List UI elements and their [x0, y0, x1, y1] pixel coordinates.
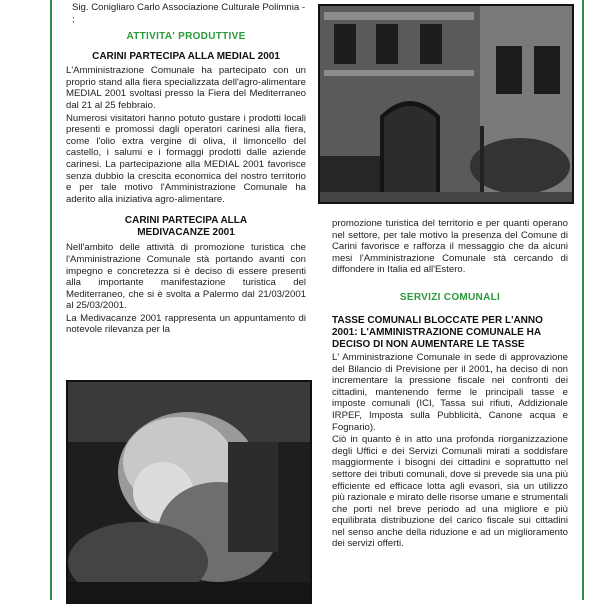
portrait-photo: [66, 380, 312, 604]
article-tasse-paragraph-1: L' Amministrazione Comunale in sede di approvazione del Bilancio di Previsione per il 2001, ha deciso di non incrementare la pressione fiscale nei confronti dei cittadini, mantenendo ferme le principali tasse e imposte comunali (ICI, Tassa sui rifiuti, Addizionale IRPEF, Imposta sulla Pubblicità, Canone acqua e Fognario).: [332, 351, 568, 433]
section-heading-attivita-produttive: ATTIVITA' PRODUTTIVE: [126, 31, 246, 43]
section-heading-servizi-comunali: SERVIZI COMUNALI: [399, 291, 501, 303]
article-title-medial: CARINI PARTECIPA ALLA MEDIAL 2001: [92, 51, 280, 63]
article-medial-paragraph-2: Numerosi visitatori hanno potuto gustare i prodotti locali presenti e promossi dagli operatori carinesi alla fiera, come l'olio extra vergine di oliva, il limoncello del castello, i salumi e i formaggi prodotti dalle aziende carinesi. La partecipazione alla MEDIAL 2001 favorisce senza dubbio la crescita economica del nostro territorio e per tale motivo l'Amministrazione Comunale ha aderito alla iniziativa agro-alimentare.: [66, 112, 306, 205]
article-medivacanze-paragraph-2: La Medivacanze 2001 rappresenta un appuntamento di notevole rilevanza per la: [66, 312, 306, 336]
intro-text: Sig. Conigliaro Carlo Associazione Culturale Polimnia - ;: [72, 2, 306, 25]
continuation-text: promozione turistica del territorio e per quanti operano nel settore, per tale motivo la presenza del Comune di Carini favorisce e rafforza il messaggio che da alcuni mesi l'Amministrazione Comunale stà cercando di diffondere in Italia ed all'Estero.: [332, 218, 568, 276]
left-margin-rule: [50, 0, 52, 600]
article-medivacanze-paragraph-1: Nell'ambito delle attività di promozione turistica che l'Amministrazione Comunale stà portando avanti con impegno e concretezza si è deciso di essere presenti alla importante manifestazione turistica del Mediterraneo, che si è svolta a Palermo dal 21/03/2001 al 25/03/2001.: [66, 242, 306, 312]
right-margin-rule: [582, 0, 584, 600]
article-title-medivacanze-line2: MEDIVACANZE 2001: [137, 227, 235, 239]
article-title-tasse-comunali: TASSE COMUNALI BLOCCATE PER L'ANNO 2001: L'AMMINISTRAZIONE COMUNALE HA DECISO DI NON AUMENTARE LE TASSE: [332, 314, 543, 350]
building-photo: [318, 4, 574, 204]
article-tasse-paragraph-2: Ciò in quanto è in atto una profonda riorganizzazione degli Uffici e dei Servizi Comunali mirati a soddisfare maggiormente i bisogni dei cittadini e soprattutto nel settore dei tributi comunali, dove si prevede sia una più efficiente ed efficace lotta agli evasori, sia un utilizzo più razionale e mirato delle risorse umane e strumentali che porti nel breve periodo ad una migliore e più equilibrata distribuzione del carico fiscale sui cittadini nel senso anche della riduzione e ad un miglioramento dei servizi offerti.: [332, 434, 568, 550]
left-column: [66, 2, 306, 336]
right-column: [332, 218, 568, 550]
article-medial-paragraph-1: L'Amministrazione Comunale ha partecipato con un proprio stand alla fiera specializzata dell'agro-alimentare MEDIAL 2001 svoltasi presso la Fiera del Mediterraneo dal 21 al 25 febbraio.: [66, 65, 306, 111]
article-title-medivacanze-line1: CARINI PARTECIPA ALLA: [124, 215, 248, 227]
